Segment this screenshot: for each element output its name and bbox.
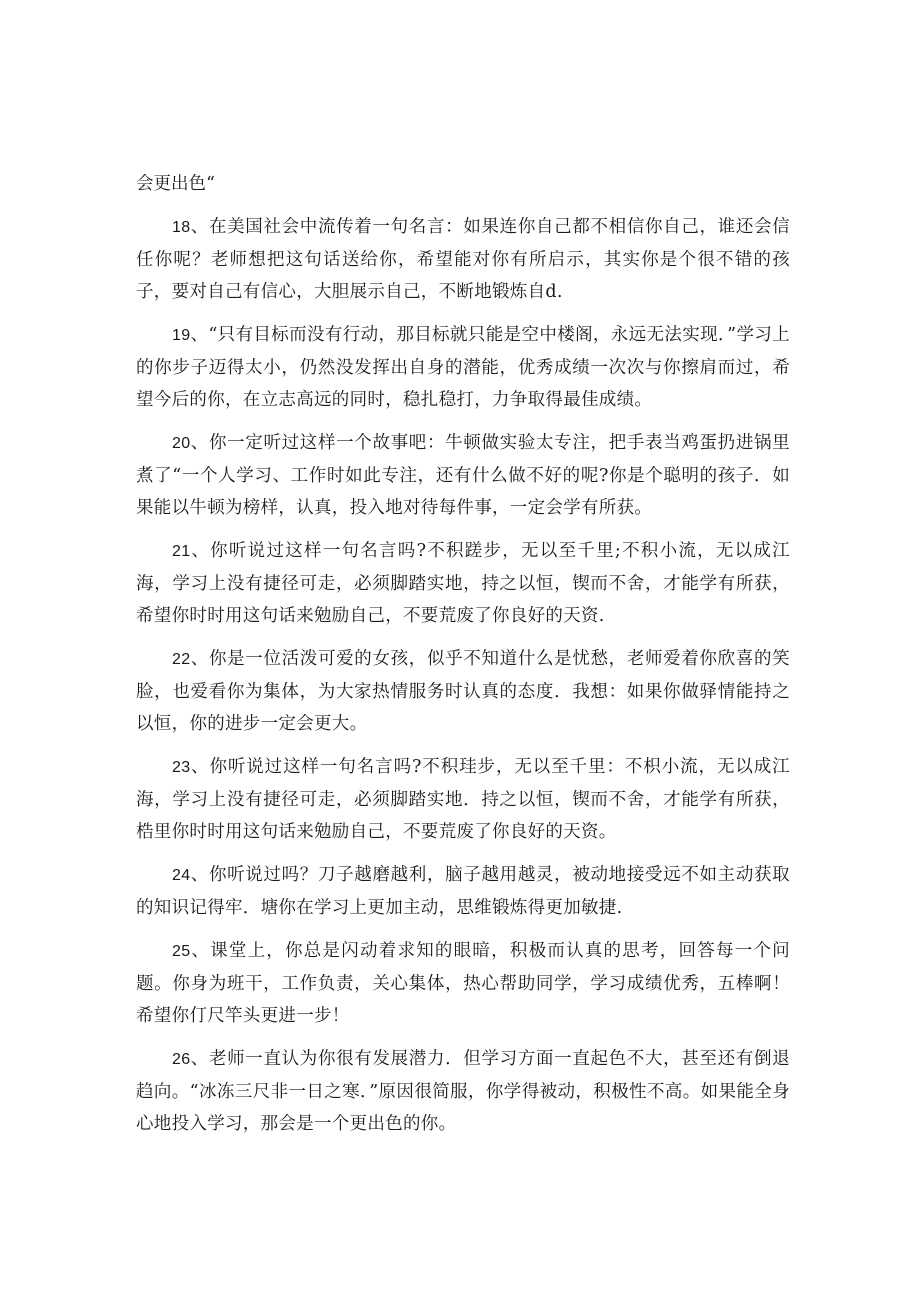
paragraph-text: 在美国社会中流传着一句名言：如果连你自己都不相信你自己，谁还会信任你呢？老师想把这句话送给你，希望能对你有所启示，其实你是个很不错的孩子，要对自己有信心，大胆展示自己，不断地锻炼自d.	[136, 217, 790, 302]
paragraph-number: 21	[172, 543, 191, 560]
paragraph-separator: 、	[190, 757, 210, 777]
paragraph-number: 23	[172, 759, 191, 776]
paragraph-number: 22	[172, 651, 191, 668]
paragraph-text: 你听说过这样一句名言吗?不积珪步，无以至千里：不枳小流，无以成江海，学习上没有捷径可走，必须脚踏实地．持之以恒，锲而不舍，才能学有所获，梏里你时时用这句话来勉励自己，不要荒废了你良好的天资。	[136, 757, 790, 842]
paragraph-text: 你是一位活泼可爱的女孩，似乎不知道什么是忧愁，老师爱着你欣喜的笑脸，也爱看你为集体，为大家热情服务时认真的态度．我想：如果你做驿情能持之以恒，你的进步一定会更大。	[136, 649, 790, 734]
paragraph-25	[136, 935, 790, 1032]
paragraph-text: “只有目标而没有行动，那目标就只能是空中楼阁，永远无法实现．”学习上的你步子迈得太小，仍然没发挥出自身的潜能，优秀成绩一次次与你擦肩而过，希望今后的你，在立志高远的同时，稳扎稳打，力争取得最佳成绩。	[136, 325, 790, 410]
paragraph-text: 老师一直认为你很有发展潜力．但学习方面一直起色不大，甚至还有倒退趋向。“冰冻三尺非一日之寒．”原因很简服，你学得被动，积极性不高。如果能全身心地投入学习，那会是一个更出色的你。	[136, 1049, 790, 1134]
paragraph-text: 你听说过这样一句名言吗?不积蹉步，无以至千里;不积小流，无以成江海，学习上没有捷径可走，必须脚踏实地，持之以恒，锲而不舍，才能学有所获，希望你时时用这句话来勉励自己，不要荒废了你良好的天资.	[136, 541, 790, 626]
paragraph-number: 24	[172, 867, 191, 884]
paragraph-18	[136, 211, 790, 308]
paragraph-list	[136, 211, 790, 1140]
paragraph-separator: 、	[190, 941, 211, 961]
document-page	[136, 168, 790, 1151]
paragraph-number: 19	[172, 327, 191, 344]
paragraph-text: 你一定听过这样一个故事吧：牛顿做实验太专注，把手表当鸡蛋扔进锅里煮了“一个人学习、工作时如此专注，还有什么做不好的呢?你是个聪明的孩子．如果能以牛顿为榜样，认真，投入地对待每件事，一定会学有所获。	[136, 433, 790, 518]
paragraph-26	[136, 1043, 790, 1140]
paragraph-19	[136, 319, 790, 416]
paragraph-number: 20	[172, 435, 191, 452]
paragraph-number: 25	[172, 943, 191, 960]
paragraph-text: 你听说过吗？刀子越磨越利，脑子越用越灵，被动地接受远不如主动获取的知识记得牢．塘你在学习上更加主动，思维锻炼得更加敏捷.	[136, 865, 790, 918]
paragraph-20	[136, 427, 790, 524]
paragraph-separator: 、	[190, 865, 209, 885]
paragraph-separator: 、	[190, 649, 209, 669]
paragraph-separator: 、	[190, 433, 209, 453]
paragraph-23	[136, 751, 790, 848]
paragraph-separator: 、	[190, 1049, 209, 1069]
paragraph-separator: 、	[190, 325, 209, 345]
paragraph-21	[136, 535, 790, 632]
continuation-line: 会更出色“	[136, 174, 215, 194]
paragraph-24	[136, 859, 790, 924]
paragraph-number: 26	[172, 1051, 191, 1068]
paragraph-22	[136, 643, 790, 740]
paragraph-separator: 、	[190, 217, 209, 237]
paragraph-number: 18	[172, 219, 191, 236]
paragraph-separator: 、	[190, 541, 211, 561]
paragraph-text: 课堂上，你总是闪动着求知的眼暗，积极而认真的思考，回答每一个问题。你身为班干，工作负责，关心集体，热心帮助同学，学习成绩优秀，五棒啊！希望你仃尺竿头更进一步！	[136, 941, 790, 1026]
